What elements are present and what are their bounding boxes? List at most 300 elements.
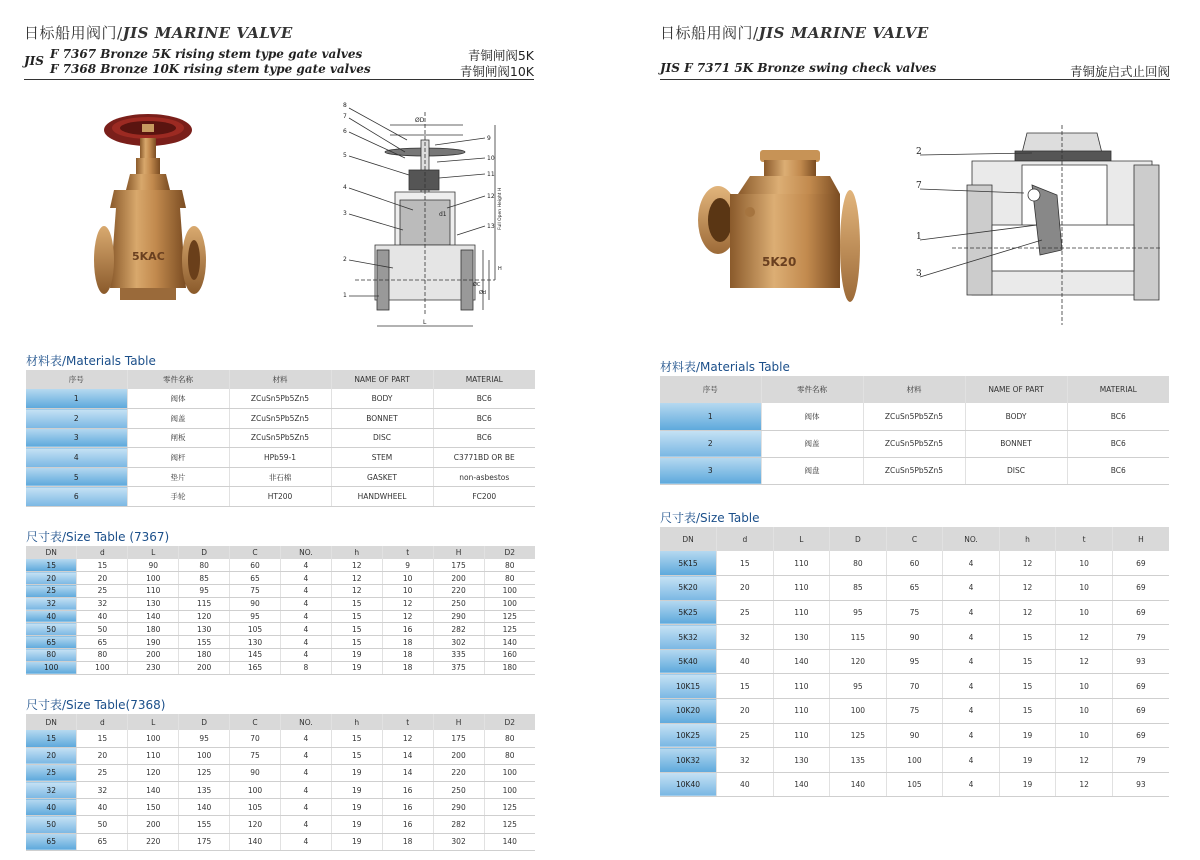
table-cell: 20 xyxy=(26,747,77,764)
table-cell: 12 xyxy=(1056,625,1113,650)
table-cell: BODY xyxy=(331,389,433,409)
table-cell: BODY xyxy=(965,403,1067,430)
col-header: NO. xyxy=(280,546,331,559)
table-cell: 12 xyxy=(331,585,382,598)
table-cell: ZCuSn5Pb5Zn5 xyxy=(863,430,965,457)
table-cell: 65 xyxy=(26,636,77,649)
callout-1: 1 xyxy=(916,232,922,242)
table-row xyxy=(26,764,535,781)
table-cell: 90 xyxy=(230,597,281,610)
table-cell: HPb59-1 xyxy=(229,448,331,468)
col-header: C xyxy=(886,527,943,551)
col-header: L xyxy=(128,714,179,730)
table-cell: 15 xyxy=(999,699,1056,724)
table-cell: 18 xyxy=(382,649,433,662)
col-header: H xyxy=(433,546,484,559)
table-cell: BC6 xyxy=(1067,403,1169,430)
table-cell: 闸板 xyxy=(127,428,229,448)
table-cell: 130 xyxy=(773,625,830,650)
table-cell: 18 xyxy=(382,833,433,850)
table-cell: 130 xyxy=(773,748,830,773)
table-row xyxy=(660,403,1169,430)
table-cell: 220 xyxy=(433,764,484,781)
table-cell: 90 xyxy=(128,559,179,572)
label-d1: d1 xyxy=(439,211,447,218)
table-cell: 10 xyxy=(1056,576,1113,601)
table-row xyxy=(26,782,535,799)
table-cell: 5K20 xyxy=(660,576,717,601)
col-header: h xyxy=(331,546,382,559)
table-cell: 50 xyxy=(26,816,77,833)
table-cell: 15 xyxy=(26,730,77,747)
table-cell: 125 xyxy=(484,623,535,636)
col-header: h xyxy=(331,714,382,730)
callout-2: 2 xyxy=(343,256,347,263)
table-cell: 105 xyxy=(230,623,281,636)
col-header: D xyxy=(179,714,230,730)
table-row xyxy=(26,833,535,850)
table-cell: 4 xyxy=(280,585,331,598)
table-row xyxy=(26,597,535,610)
table-cell: 16 xyxy=(382,799,433,816)
table-cell: 69 xyxy=(1112,723,1169,748)
table-row xyxy=(26,730,535,747)
callout-6: 6 xyxy=(343,128,347,135)
table-cell: 非石棉 xyxy=(229,467,331,487)
table-cell: 80 xyxy=(484,559,535,572)
table-cell: 135 xyxy=(830,748,887,773)
table-cell: BC6 xyxy=(433,428,535,448)
col-header: C xyxy=(230,714,281,730)
table-cell: 19 xyxy=(999,748,1056,773)
table-cell: 14 xyxy=(382,747,433,764)
col-header: 零件名称 xyxy=(127,370,229,389)
title-cn-5k: 青铜闸阀5K xyxy=(467,48,534,63)
table-cell: 140 xyxy=(484,636,535,649)
table-cell: HT200 xyxy=(229,487,331,507)
table-cell: 15 xyxy=(999,674,1056,699)
table-cell: 200 xyxy=(433,747,484,764)
table-cell: 69 xyxy=(1112,699,1169,724)
label-oc: ØC xyxy=(473,282,481,288)
table-cell: 190 xyxy=(128,636,179,649)
table-cell: 100 xyxy=(484,764,535,781)
table-cell: 18 xyxy=(382,661,433,674)
table-cell: BONNET xyxy=(331,409,433,429)
size-table-title-right: 尺寸表/Size Table xyxy=(660,511,760,525)
table-cell: 4 xyxy=(280,649,331,662)
table-cell: 125 xyxy=(484,610,535,623)
materials-title-left: 材料表/Materials Table xyxy=(26,354,156,368)
table-cell: 4 xyxy=(943,649,1000,674)
table-cell: FC200 xyxy=(433,487,535,507)
table-cell: 15 xyxy=(331,623,382,636)
table-cell: 32 xyxy=(26,597,77,610)
table-cell: 69 xyxy=(1112,674,1169,699)
table-cell: 105 xyxy=(886,772,943,797)
table-cell: 80 xyxy=(179,559,230,572)
table-cell: 20 xyxy=(26,572,77,585)
col-header: NAME OF PART xyxy=(331,370,433,389)
table-cell: 10K32 xyxy=(660,748,717,773)
table-cell: 160 xyxy=(484,649,535,662)
label-h: H xyxy=(498,266,502,272)
size-table-7368 xyxy=(26,714,535,851)
title-bar-right xyxy=(660,56,1170,80)
size-table-7371 xyxy=(660,527,1169,797)
table-cell: 130 xyxy=(230,636,281,649)
table-cell: 220 xyxy=(128,833,179,850)
table-cell: 12 xyxy=(382,610,433,623)
table-cell: 4 xyxy=(280,799,331,816)
table-cell: 4 xyxy=(943,576,1000,601)
table-row xyxy=(26,649,535,662)
table-cell: 4 xyxy=(280,730,331,747)
table-cell: 12 xyxy=(382,730,433,747)
table-cell: 2 xyxy=(660,430,761,457)
table-cell: 145 xyxy=(230,649,281,662)
table-row xyxy=(660,674,1169,699)
table-cell: 12 xyxy=(999,576,1056,601)
size-7367-title: 尺寸表/Size Table (7367) xyxy=(26,530,170,544)
table-cell: 12 xyxy=(1056,748,1113,773)
table-cell: 16 xyxy=(382,816,433,833)
col-header: h xyxy=(999,527,1056,551)
table-cell: 75 xyxy=(230,747,281,764)
table-cell: 10K25 xyxy=(660,723,717,748)
title-en-7371: JIS F 7371 5K Bronze swing check valves xyxy=(660,61,937,75)
col-header: D2 xyxy=(484,546,535,559)
gate-valve-marking: 5KAC xyxy=(132,250,165,263)
table-row xyxy=(660,625,1169,650)
col-header: NAME OF PART xyxy=(965,376,1067,403)
callout-3: 3 xyxy=(916,269,922,279)
table-cell: 155 xyxy=(179,636,230,649)
table-row xyxy=(26,572,535,585)
table-cell: 1 xyxy=(26,389,127,409)
table-cell: 90 xyxy=(886,723,943,748)
table-cell: 130 xyxy=(179,623,230,636)
table-cell: 40 xyxy=(77,799,128,816)
callout-11: 11 xyxy=(487,171,495,178)
title-cn-check: 青铜旋启式止回阀 xyxy=(1069,64,1170,79)
table-cell: 70 xyxy=(886,674,943,699)
table-cell: 12 xyxy=(1056,772,1113,797)
col-header: L xyxy=(128,546,179,559)
col-header: D xyxy=(179,546,230,559)
table-cell: 3 xyxy=(26,428,127,448)
col-header: D2 xyxy=(484,714,535,730)
table-cell: 8 xyxy=(280,661,331,674)
table-row xyxy=(660,430,1169,457)
table-cell: 25 xyxy=(26,764,77,781)
table-cell: 15 xyxy=(331,747,382,764)
materials-table-right xyxy=(660,376,1169,485)
col-header: 序号 xyxy=(26,370,127,389)
table-cell: 200 xyxy=(128,649,179,662)
table-cell: 19 xyxy=(331,764,382,781)
table-cell: 110 xyxy=(128,585,179,598)
table-cell: 200 xyxy=(433,572,484,585)
table-cell: 50 xyxy=(77,816,128,833)
table-cell: 110 xyxy=(773,699,830,724)
table-cell: 19 xyxy=(331,833,382,850)
table-row xyxy=(660,600,1169,625)
col-header: L xyxy=(773,527,830,551)
col-header: C xyxy=(230,546,281,559)
table-cell: DISC xyxy=(331,428,433,448)
table-cell: 阀盖 xyxy=(127,409,229,429)
col-header: d xyxy=(77,546,128,559)
col-header: H xyxy=(1112,527,1169,551)
table-cell: 32 xyxy=(717,625,774,650)
table-row xyxy=(26,585,535,598)
brand-header-right xyxy=(660,22,929,43)
gate-valve-photo xyxy=(90,108,230,320)
table-cell: 302 xyxy=(433,833,484,850)
table-row xyxy=(660,551,1169,576)
table-cell: 10 xyxy=(1056,674,1113,699)
table-cell: 150 xyxy=(128,799,179,816)
table-cell: 120 xyxy=(179,610,230,623)
table-cell: 15 xyxy=(999,649,1056,674)
col-header: MATERIAL xyxy=(433,370,535,389)
table-cell: 5K15 xyxy=(660,551,717,576)
table-cell: 100 xyxy=(77,661,128,674)
table-cell: 16 xyxy=(382,623,433,636)
col-header: 材料 xyxy=(863,376,965,403)
table-cell: 120 xyxy=(830,649,887,674)
table-cell: 4 xyxy=(280,597,331,610)
col-header: DN xyxy=(660,527,717,551)
title-cn-10k: 青铜闸阀10K xyxy=(459,64,534,79)
size-table-7367 xyxy=(26,546,535,675)
table-cell: 79 xyxy=(1112,625,1169,650)
table-cell: 4 xyxy=(280,623,331,636)
table-cell: ZCuSn5Pb5Zn5 xyxy=(229,428,331,448)
table-cell: 175 xyxy=(433,730,484,747)
col-header: H xyxy=(433,714,484,730)
callout-13: 13 xyxy=(487,223,495,230)
table-cell: 140 xyxy=(773,772,830,797)
table-cell: 40 xyxy=(717,649,774,674)
table-cell: 垫片 xyxy=(127,467,229,487)
table-row xyxy=(26,448,535,468)
table-cell: 155 xyxy=(179,816,230,833)
table-cell: 175 xyxy=(179,833,230,850)
table-cell: 290 xyxy=(433,799,484,816)
col-header: D xyxy=(830,527,887,551)
table-cell: 100 xyxy=(484,585,535,598)
table-cell: 4 xyxy=(280,636,331,649)
brand-cn: 日标船用阀门/ xyxy=(24,24,123,42)
table-cell: 375 xyxy=(433,661,484,674)
table-cell: 手轮 xyxy=(127,487,229,507)
table-cell: 200 xyxy=(128,816,179,833)
table-cell: 100 xyxy=(886,748,943,773)
table-cell: 302 xyxy=(433,636,484,649)
table-cell: 32 xyxy=(77,782,128,799)
callout-7: 7 xyxy=(916,181,922,191)
table-cell: 12 xyxy=(382,597,433,610)
table-cell: 10 xyxy=(1056,600,1113,625)
table-cell: 100 xyxy=(128,572,179,585)
table-row xyxy=(26,747,535,764)
table-cell: ZCuSn5Pb5Zn5 xyxy=(863,403,965,430)
table-cell: 15 xyxy=(331,597,382,610)
table-cell: 40 xyxy=(717,772,774,797)
col-header: DN xyxy=(26,546,77,559)
table-cell: 140 xyxy=(773,649,830,674)
table-cell: 140 xyxy=(128,782,179,799)
brand-header-left xyxy=(24,22,293,43)
table-cell: 10 xyxy=(1056,699,1113,724)
callout-12: 12 xyxy=(487,193,495,200)
table-cell: 50 xyxy=(26,623,77,636)
table-cell: C3771BD OR BE xyxy=(433,448,535,468)
table-cell: 70 xyxy=(230,730,281,747)
table-cell: 85 xyxy=(830,576,887,601)
table-cell: 4 xyxy=(280,572,331,585)
table-cell: 69 xyxy=(1112,551,1169,576)
label-dd: Ød xyxy=(479,290,487,296)
table-cell: 4 xyxy=(280,816,331,833)
table-cell: 20 xyxy=(717,699,774,724)
table-cell: BC6 xyxy=(1067,430,1169,457)
table-cell: 140 xyxy=(128,610,179,623)
table-cell: 80 xyxy=(484,572,535,585)
table-cell: 220 xyxy=(433,585,484,598)
table-cell: 93 xyxy=(1112,772,1169,797)
table-cell: 19 xyxy=(331,661,382,674)
table-cell: 79 xyxy=(1112,748,1169,773)
label-od: ØD xyxy=(415,117,425,124)
table-cell: BC6 xyxy=(433,409,535,429)
table-row xyxy=(26,610,535,623)
table-cell: 15 xyxy=(999,625,1056,650)
table-cell: 175 xyxy=(433,559,484,572)
table-cell: ZCuSn5Pb5Zn5 xyxy=(229,389,331,409)
brand-cn: 日标船用阀门/ xyxy=(660,24,759,42)
table-cell: 6 xyxy=(26,487,127,507)
table-cell: 4 xyxy=(943,551,1000,576)
table-cell: 10K20 xyxy=(660,699,717,724)
table-cell: 5K32 xyxy=(660,625,717,650)
table-cell: 阀体 xyxy=(127,389,229,409)
table-cell: 4 xyxy=(280,747,331,764)
col-header: d xyxy=(77,714,128,730)
size-7368-title: 尺寸表/Size Table(7368) xyxy=(26,698,166,712)
table-cell: 16 xyxy=(382,782,433,799)
table-cell: 110 xyxy=(773,723,830,748)
table-cell: non-asbestos xyxy=(433,467,535,487)
table-cell: 85 xyxy=(179,572,230,585)
table-cell: 95 xyxy=(179,585,230,598)
table-cell: 5K25 xyxy=(660,600,717,625)
col-header: t xyxy=(382,546,433,559)
table-cell: 15 xyxy=(717,674,774,699)
table-row xyxy=(26,467,535,487)
table-row xyxy=(26,799,535,816)
table-cell: 10 xyxy=(1056,723,1113,748)
table-cell: 95 xyxy=(886,649,943,674)
table-cell: 180 xyxy=(128,623,179,636)
table-row xyxy=(660,748,1169,773)
table-cell: 4 xyxy=(943,748,1000,773)
table-cell: 4 xyxy=(280,833,331,850)
table-cell: 10 xyxy=(1056,551,1113,576)
label-full-open-height: Full Open Height H xyxy=(498,187,503,230)
table-row xyxy=(26,487,535,507)
table-cell: HANDWHEEL xyxy=(331,487,433,507)
table-cell: 90 xyxy=(886,625,943,650)
table-cell: 130 xyxy=(128,597,179,610)
table-cell: 10K15 xyxy=(660,674,717,699)
check-valve-marking: 5K20 xyxy=(762,255,797,269)
table-cell: 4 xyxy=(943,674,1000,699)
table-row xyxy=(26,623,535,636)
table-cell: 100 xyxy=(830,699,887,724)
table-row xyxy=(26,636,535,649)
table-cell: 125 xyxy=(830,723,887,748)
table-cell: 180 xyxy=(484,661,535,674)
table-cell: 32 xyxy=(77,597,128,610)
table-cell: 25 xyxy=(77,764,128,781)
callout-5: 5 xyxy=(343,152,347,159)
table-cell: 20 xyxy=(717,576,774,601)
table-cell: 90 xyxy=(230,764,281,781)
table-cell: 100 xyxy=(484,782,535,799)
table-cell: 180 xyxy=(179,649,230,662)
table-cell: 19 xyxy=(331,816,382,833)
table-cell: 140 xyxy=(484,833,535,850)
callout-7: 7 xyxy=(343,113,347,120)
table-cell: 75 xyxy=(230,585,281,598)
table-cell: 4 xyxy=(943,723,1000,748)
jis-prefix: JIS xyxy=(24,54,44,68)
table-row xyxy=(660,772,1169,797)
table-cell: 80 xyxy=(484,730,535,747)
materials-table-left xyxy=(26,370,535,507)
table-cell: 80 xyxy=(830,551,887,576)
table-cell: 75 xyxy=(886,699,943,724)
table-cell: 282 xyxy=(433,816,484,833)
callout-3: 3 xyxy=(343,210,347,217)
table-cell: 65 xyxy=(77,833,128,850)
col-header: d xyxy=(717,527,774,551)
title-en-7368: F 7368 Bronze 10K rising stem type gate valves xyxy=(50,62,371,76)
table-cell: 5 xyxy=(26,467,127,487)
table-cell: 165 xyxy=(230,661,281,674)
table-cell: 80 xyxy=(26,649,77,662)
table-cell: 15 xyxy=(331,610,382,623)
callout-2: 2 xyxy=(916,147,922,157)
table-cell: 阀盘 xyxy=(761,457,863,484)
table-cell: 100 xyxy=(179,747,230,764)
table-cell: 140 xyxy=(830,772,887,797)
table-cell: 105 xyxy=(230,799,281,816)
table-cell: 95 xyxy=(830,600,887,625)
table-cell: ZCuSn5Pb5Zn5 xyxy=(863,457,965,484)
table-cell: 135 xyxy=(179,782,230,799)
table-cell: 69 xyxy=(1112,600,1169,625)
table-cell: GASKET xyxy=(331,467,433,487)
col-header: MATERIAL xyxy=(1067,376,1169,403)
col-header: 材料 xyxy=(229,370,331,389)
table-cell: 93 xyxy=(1112,649,1169,674)
gate-valve-drawing xyxy=(335,100,515,330)
table-cell: 32 xyxy=(26,782,77,799)
